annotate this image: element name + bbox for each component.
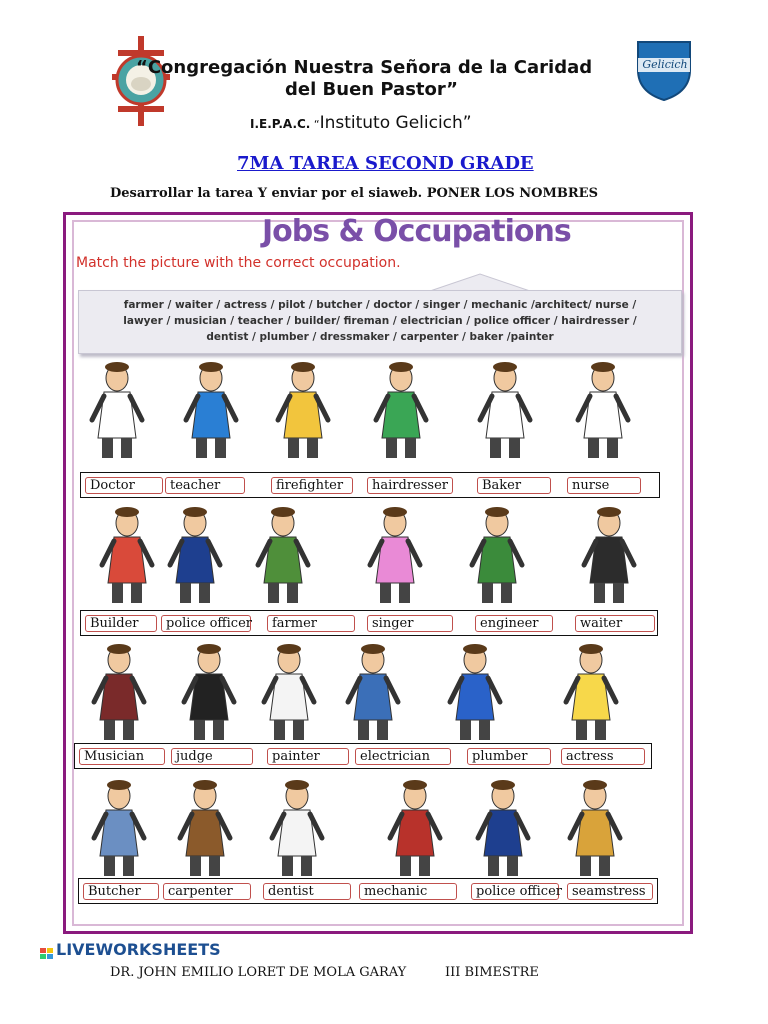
illustration-part <box>180 583 191 603</box>
illustration-part <box>123 856 134 876</box>
illustration-part <box>131 583 142 603</box>
occupation-illustration <box>92 505 162 610</box>
answer-row-4 <box>78 878 658 904</box>
answer-pill[interactable]: dentist <box>263 883 351 900</box>
occupation-illustration <box>176 360 246 465</box>
institute-line <box>250 113 472 133</box>
answer-pill[interactable]: electrician <box>355 748 451 765</box>
illustration-part <box>583 780 607 790</box>
illustration-part <box>271 507 295 517</box>
illustration-part <box>104 856 115 876</box>
illustration-part <box>383 507 407 517</box>
illustration-part <box>595 720 606 740</box>
illustration-part <box>576 720 587 740</box>
illustration-part <box>386 438 397 458</box>
illustration-part <box>274 720 285 740</box>
illustration-part <box>479 720 490 740</box>
occupation-illustration <box>170 778 240 883</box>
answer-pill[interactable]: carpenter <box>163 883 251 900</box>
answer-pill[interactable]: mechanic <box>359 883 457 900</box>
footer-author: DR. JOHN EMILIO LORET DE MOLA GARAY <box>110 965 407 980</box>
answer-pill[interactable]: firefighter <box>271 477 353 494</box>
answer-pill[interactable]: seamstress <box>567 883 653 900</box>
illustration-part <box>463 644 487 654</box>
answer-pill[interactable]: actress <box>561 748 645 765</box>
word-bank-line: dentist / plumber / dressmaker / carpenter / baker /painter <box>206 331 554 343</box>
occupation-illustration <box>262 778 332 883</box>
illustration-part <box>361 644 385 654</box>
answer-pill[interactable]: police officer <box>471 883 559 900</box>
illustration-part <box>599 856 610 876</box>
illustration-part <box>501 583 512 603</box>
illustration-part <box>194 720 205 740</box>
illustration-part <box>282 856 293 876</box>
shield-text: Gelicich <box>642 58 688 71</box>
illustration-part <box>597 507 621 517</box>
illustration-part <box>107 644 131 654</box>
occupation-illustration <box>254 642 324 747</box>
occupation-illustration <box>82 360 152 465</box>
illustration-part <box>491 780 515 790</box>
illustration-part <box>307 438 318 458</box>
answer-pill[interactable]: Musician <box>79 748 165 765</box>
word-bank-line: farmer / waiter / actress / pilot / butcher / doctor / singer / mechanic /architect/ nurse / <box>123 299 637 311</box>
answer-row-3 <box>74 743 652 769</box>
illustration-part <box>509 438 520 458</box>
occupation-illustration <box>268 360 338 465</box>
occupation-illustration <box>248 505 318 610</box>
illustration-part <box>301 856 312 876</box>
illustration-part <box>482 583 493 603</box>
illustration-part <box>105 362 129 372</box>
occupation-illustration <box>160 505 230 610</box>
illustration-part <box>107 780 131 790</box>
illustration-part <box>485 507 509 517</box>
illustration-part <box>199 583 210 603</box>
illustration-part <box>115 507 139 517</box>
illustration-part <box>291 362 315 372</box>
illustration-part <box>493 362 517 372</box>
answer-pill[interactable]: painter <box>267 748 349 765</box>
illustration-part <box>287 583 298 603</box>
illustration-part <box>288 438 299 458</box>
task-title: 7MA TAREA SECOND GRADE <box>237 153 534 174</box>
worksheet-subtitle: Match the picture with the correct occupation. <box>76 255 401 271</box>
word-bank <box>78 290 682 354</box>
occupation-illustration <box>174 642 244 747</box>
occupation-illustration <box>568 360 638 465</box>
illustration-part <box>400 856 411 876</box>
answer-pill[interactable]: Baker <box>477 477 551 494</box>
occupation-illustration <box>338 642 408 747</box>
illustration-part <box>112 583 123 603</box>
answer-pill[interactable]: Doctor <box>85 477 163 494</box>
illustration-part <box>199 362 223 372</box>
illustration-part <box>358 720 369 740</box>
illustration-part <box>579 644 603 654</box>
illustration-part <box>591 362 615 372</box>
word-bank-line: lawyer / musician / teacher / builder/ fireman / electrician / police officer / hairdresser / <box>123 315 637 327</box>
illustration-part <box>213 720 224 740</box>
answer-pill[interactable]: Builder <box>85 615 157 632</box>
answer-pill[interactable]: nurse <box>567 477 641 494</box>
illustration-part <box>607 438 618 458</box>
illustration-part <box>588 438 599 458</box>
occupation-illustration <box>380 778 450 883</box>
occupation-illustration <box>360 505 430 610</box>
answer-pill[interactable]: police officer <box>161 615 251 632</box>
illustration-part <box>183 507 207 517</box>
occupation-illustration <box>462 505 532 610</box>
answer-pill[interactable]: Butcher <box>83 883 159 900</box>
illustration-part <box>209 856 220 876</box>
answer-pill[interactable]: singer <box>367 615 453 632</box>
liveworksheets-icon <box>40 945 54 957</box>
occupation-illustration <box>366 360 436 465</box>
illustration-part <box>190 856 201 876</box>
institute-name: Instituto Gelicich” <box>319 113 472 133</box>
illustration-part <box>507 856 518 876</box>
illustration-part <box>123 720 134 740</box>
institute-prefix: I.E.P.A.C. <box>250 117 311 131</box>
illustration-part <box>490 438 501 458</box>
illustration-part <box>377 720 388 740</box>
institute-quote: “ <box>310 118 320 131</box>
illustration-part <box>293 720 304 740</box>
illustration-part <box>460 720 471 740</box>
illustration-part <box>197 644 221 654</box>
liveworksheets-logo <box>40 940 221 959</box>
illustration-part <box>193 780 217 790</box>
illustration-part <box>405 438 416 458</box>
occupation-illustration <box>560 778 630 883</box>
footer-term: III BIMESTRE <box>445 965 539 980</box>
congregation-logo <box>108 36 174 126</box>
answer-row-2 <box>80 610 658 636</box>
worksheet-title: Jobs & Occupations <box>262 214 571 249</box>
occupation-illustration <box>556 642 626 747</box>
occupation-illustration <box>440 642 510 747</box>
instructions: Desarrollar la tarea Y enviar por el siaweb. PONER LOS NOMBRES <box>110 186 598 201</box>
illustration-part <box>268 583 279 603</box>
liveworksheets-text: LIVEWORKSHEETS <box>56 940 221 959</box>
occupation-illustration <box>84 778 154 883</box>
answer-row-1 <box>80 472 660 498</box>
answer-pill[interactable]: farmer <box>267 615 355 632</box>
occupation-illustration <box>574 505 644 610</box>
illustration-part <box>403 780 427 790</box>
answer-pill[interactable]: plumber <box>467 748 551 765</box>
occupation-illustration <box>470 360 540 465</box>
illustration-part <box>196 438 207 458</box>
answer-pill[interactable]: teacher <box>165 477 245 494</box>
illustration-part <box>121 438 132 458</box>
illustration-part <box>399 583 410 603</box>
illustration-part <box>215 438 226 458</box>
illustration-part <box>419 856 430 876</box>
illustration-part <box>102 438 113 458</box>
answer-pill[interactable]: engineer <box>475 615 553 632</box>
occupation-illustration <box>468 778 538 883</box>
header-title-line2: del Buen Pastor” <box>285 79 458 100</box>
illustration-part <box>104 720 115 740</box>
answer-pill[interactable]: waiter <box>575 615 655 632</box>
illustration-part <box>389 362 413 372</box>
answer-pill[interactable]: judge <box>171 748 253 765</box>
illustration-part <box>488 856 499 876</box>
illustration-part <box>594 583 605 603</box>
illustration-part <box>580 856 591 876</box>
header-title-line1: “Congregación Nuestra Señora de la Caridad <box>136 57 593 78</box>
illustration-part <box>380 583 391 603</box>
answer-pill[interactable]: hairdresser <box>367 477 453 494</box>
illustration-part <box>613 583 624 603</box>
occupation-illustration <box>84 642 154 747</box>
illustration-part <box>285 780 309 790</box>
illustration-part <box>277 644 301 654</box>
